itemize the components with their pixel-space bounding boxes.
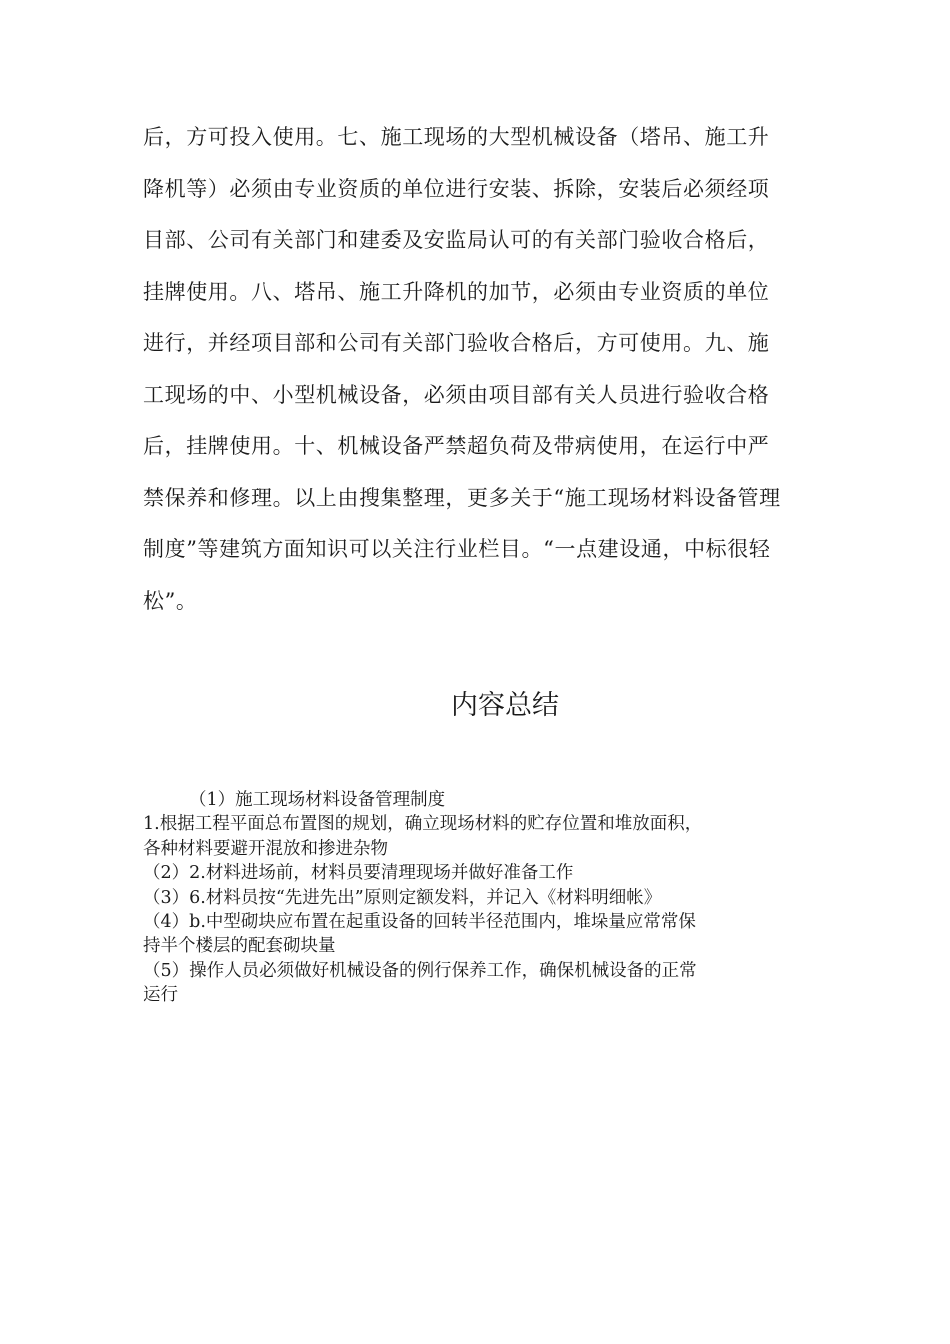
body-line: 松”。 (143, 588, 198, 613)
body-line: 降机等）必须由专业资质的单位进行安装、拆除，安装后必须经项 (143, 176, 770, 201)
body-paragraph (143, 112, 803, 627)
summary-line: 各种材料要避开混放和掺进杂物 (143, 838, 388, 859)
body-line: 后，方可投入使用。七、施工现场的大型机械设备（塔吊、施工升 (143, 125, 770, 149)
summary-line: （4）b.中型砌块应布置在起重设备的回转半径范围内，堆垛量应常常保 (143, 912, 696, 933)
summary-line: （3）6.材料员按“先进先出”原则定额发料，并记入《材料明细帐》 (143, 887, 662, 908)
body-line: 禁保养和修理。以上由搜集整理，更多关于“施工现场材料设备管理 (143, 485, 781, 510)
body-line: 进行，并经项目部和公司有关部门验收合格后，方可使用。九、施 (143, 331, 770, 355)
summary-line: 持半个楼层的配套砌块量 (143, 936, 336, 957)
summary-line: （2）2.材料进场前，材料员要清理现场并做好准备工作 (143, 863, 574, 884)
body-line: 工现场的中、小型机械设备，必须由项目部有关人员进行验收合格 (143, 382, 770, 407)
body-line: 后，挂牌使用。十、机械设备严禁超负荷及带病使用，在运行中严 (143, 434, 770, 458)
body-line: 目部、公司有关部门和建委及安监局认可的有关部门验收合格后， (143, 228, 770, 252)
body-line: 制度”等建筑方面知识可以关注行业栏目。“一点建设通，中标很轻 (143, 537, 771, 561)
summary-title: 内容总结 (451, 690, 559, 721)
summary-line: （1）施工现场材料设备管理制度 (189, 790, 446, 810)
body-line: 挂牌使用。八、塔吊、施工升降机的加节，必须由专业资质的单位 (143, 279, 770, 304)
summary-line: 运行 (143, 985, 178, 1006)
summary-line: 1.根据工程平面总布置图的规划，确立现场材料的贮存位置和堆放面积， (143, 814, 703, 835)
summary-list (143, 788, 813, 1008)
summary-line: （5）操作人员必须做好机械设备的例行保养工作，确保机械设备的正常 (143, 960, 697, 981)
